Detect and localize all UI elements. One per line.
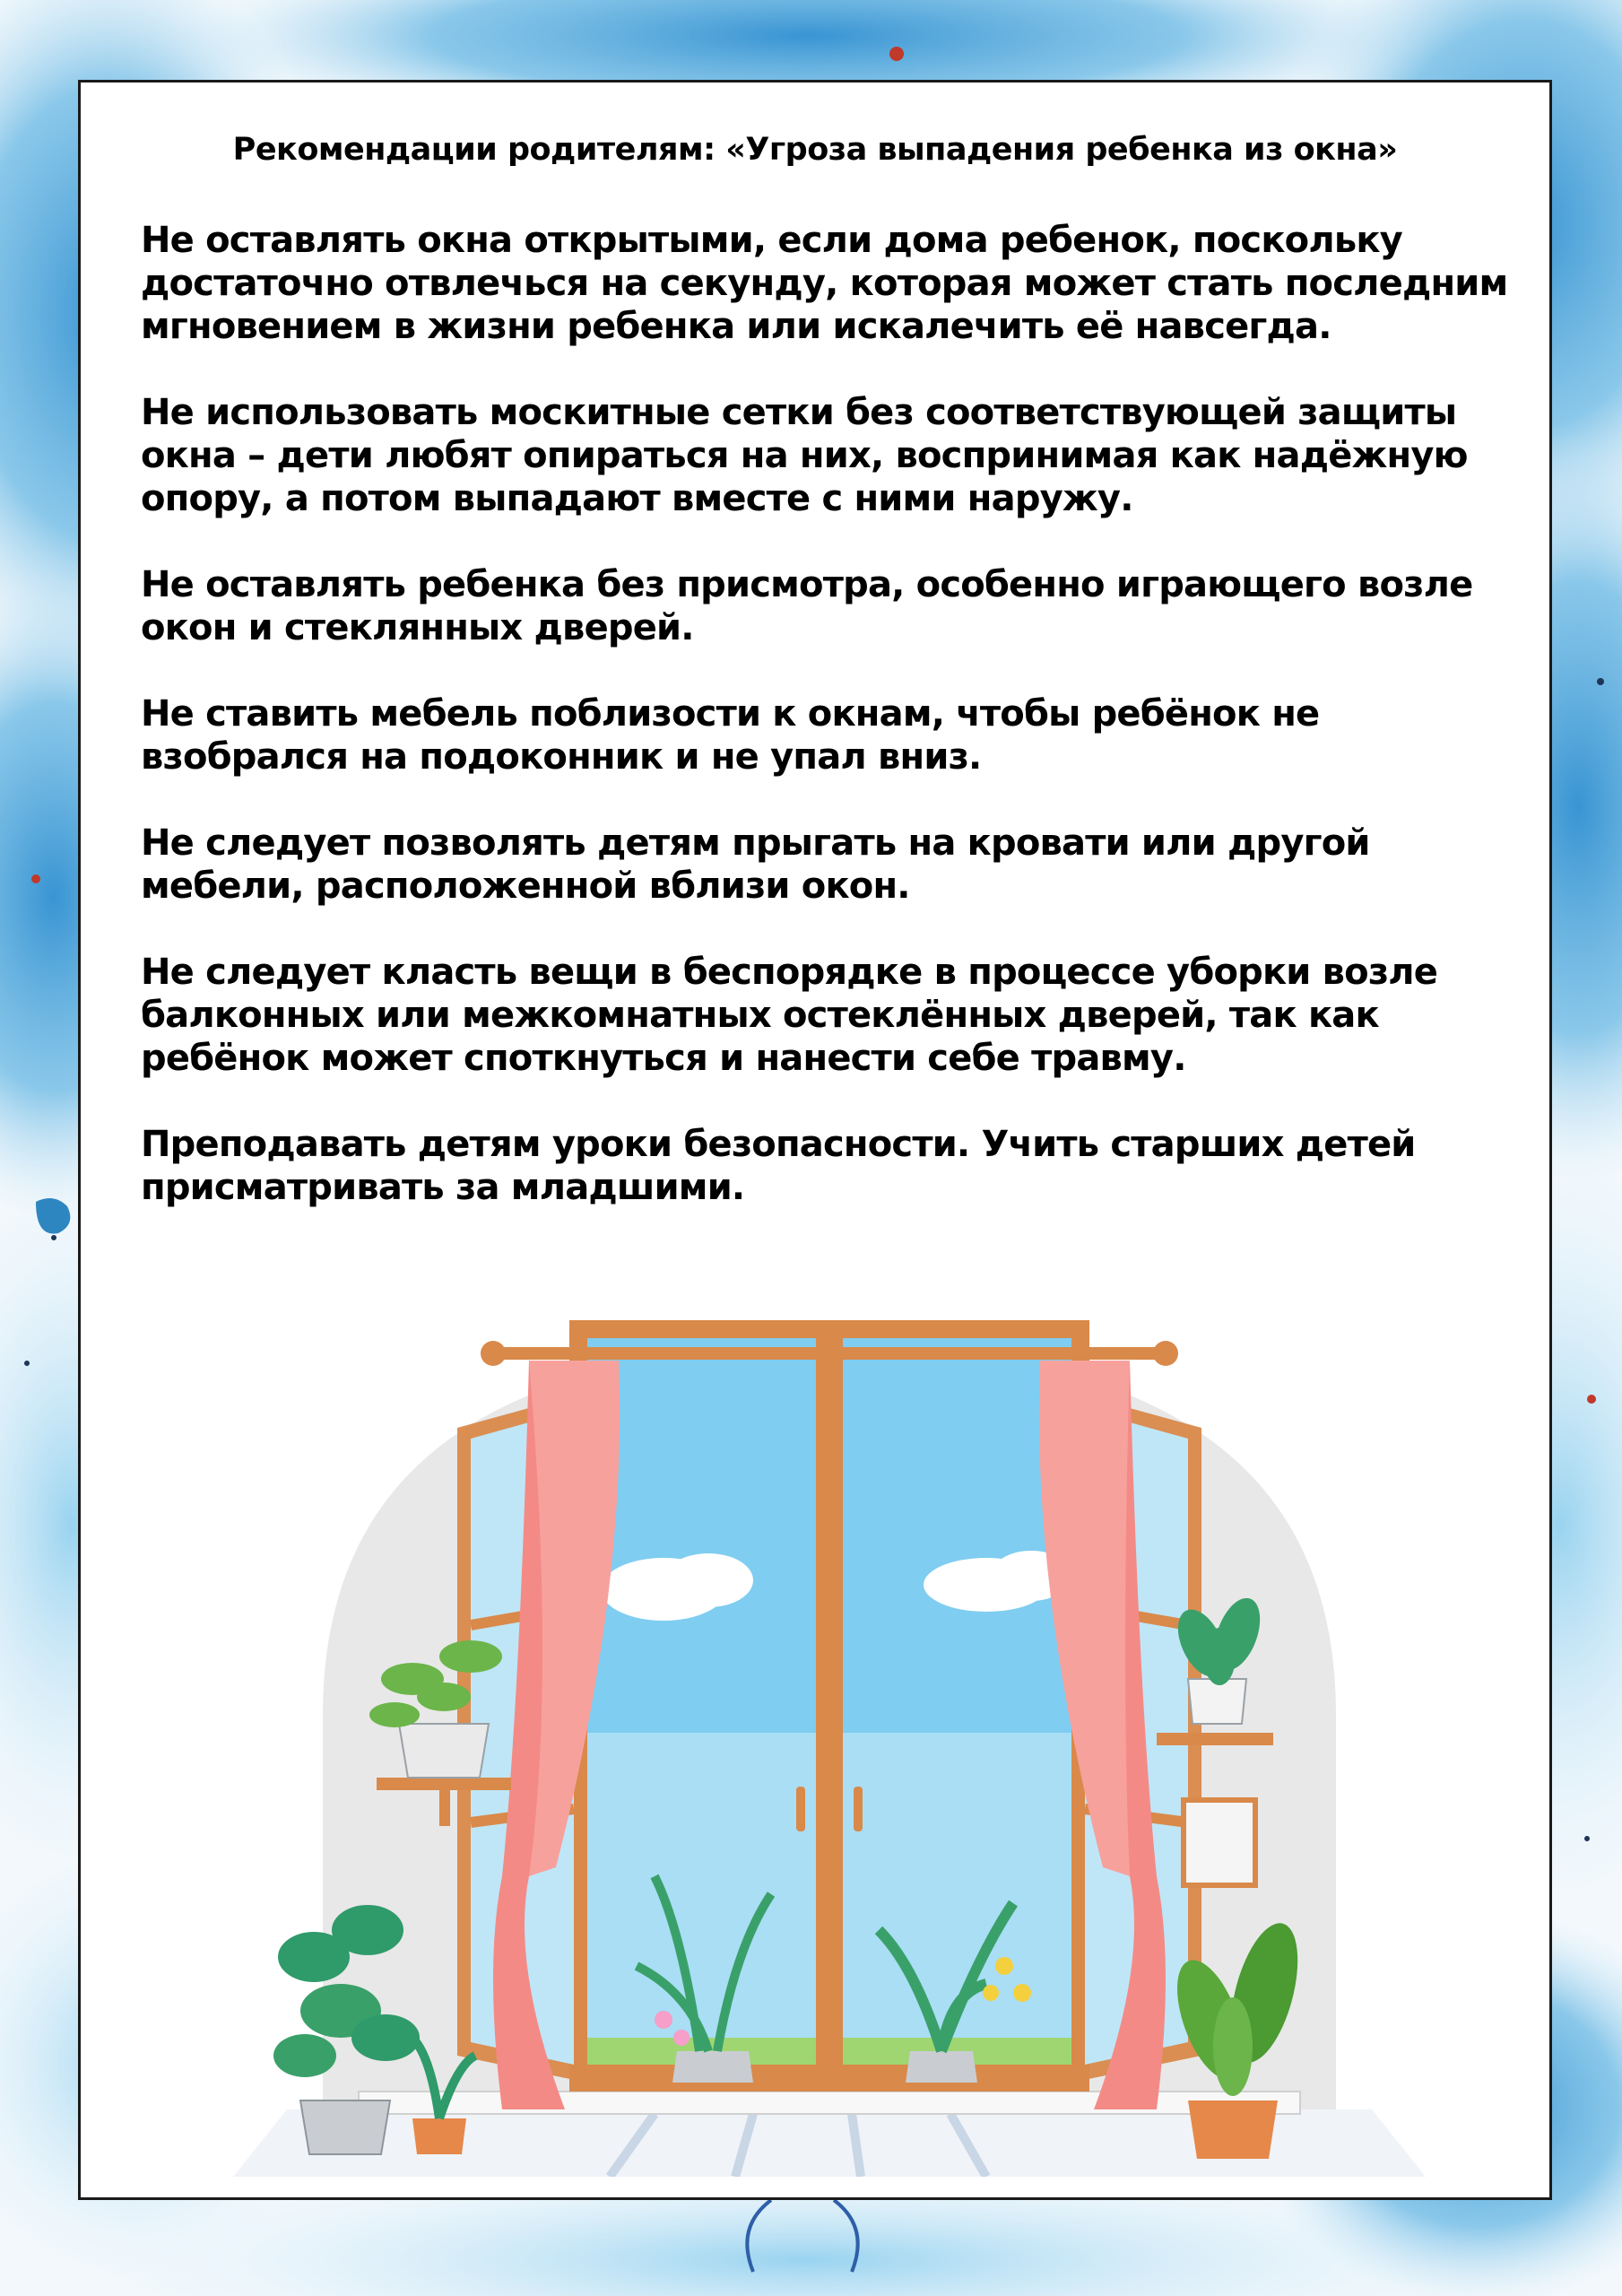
recommendation-item: Не оставлять окна открытыми, если дома ребенок, поскольку достаточно отвлечься на секунду, которая может стать последним мгновением в жизни ребенка или искалечить её навсегда. [141,220,1508,347]
recommendation-item: Не ставить мебель поблизости к окнам, чтобы ребёнок не взобрался на подоконник и не упал вниз. [141,693,1320,778]
picture-frame-icon [1184,1800,1255,1885]
recommendation-item: Не использовать москитные сетки без соответствующей защиты окна – дети любят опираться на них, воспринимая как надёжную опору, а потом выпадают вместе с ними наружу. [141,392,1468,519]
page-title: Рекомендации родителям: «Угроза выпадения ребенка из окна» [232,132,1398,168]
recommendation-item: Не оставлять ребенка без присмотра, особенно играющего возле окон и стеклянных дверей. [141,564,1473,648]
window-illustration [233,1248,1426,2177]
document-sheet [78,80,1552,2200]
recommendation-item: Не следует класть вещи в беспорядке в процессе уборки возле балконных или межкомнатных остеклённых дверей, так как ребёнок может споткнуться и нанести себе травму. [141,952,1438,1079]
curtain-rod [493,1347,1166,1360]
recommendations-list [141,219,1513,1252]
recommendation-item: Не следует позволять детям прыгать на кровати или другой мебели, расположенной вблизи окон. [141,822,1370,907]
recommendation-item: Преподавать детям уроки безопасности. Учить старших детей присматривать за младшими. [141,1124,1416,1208]
